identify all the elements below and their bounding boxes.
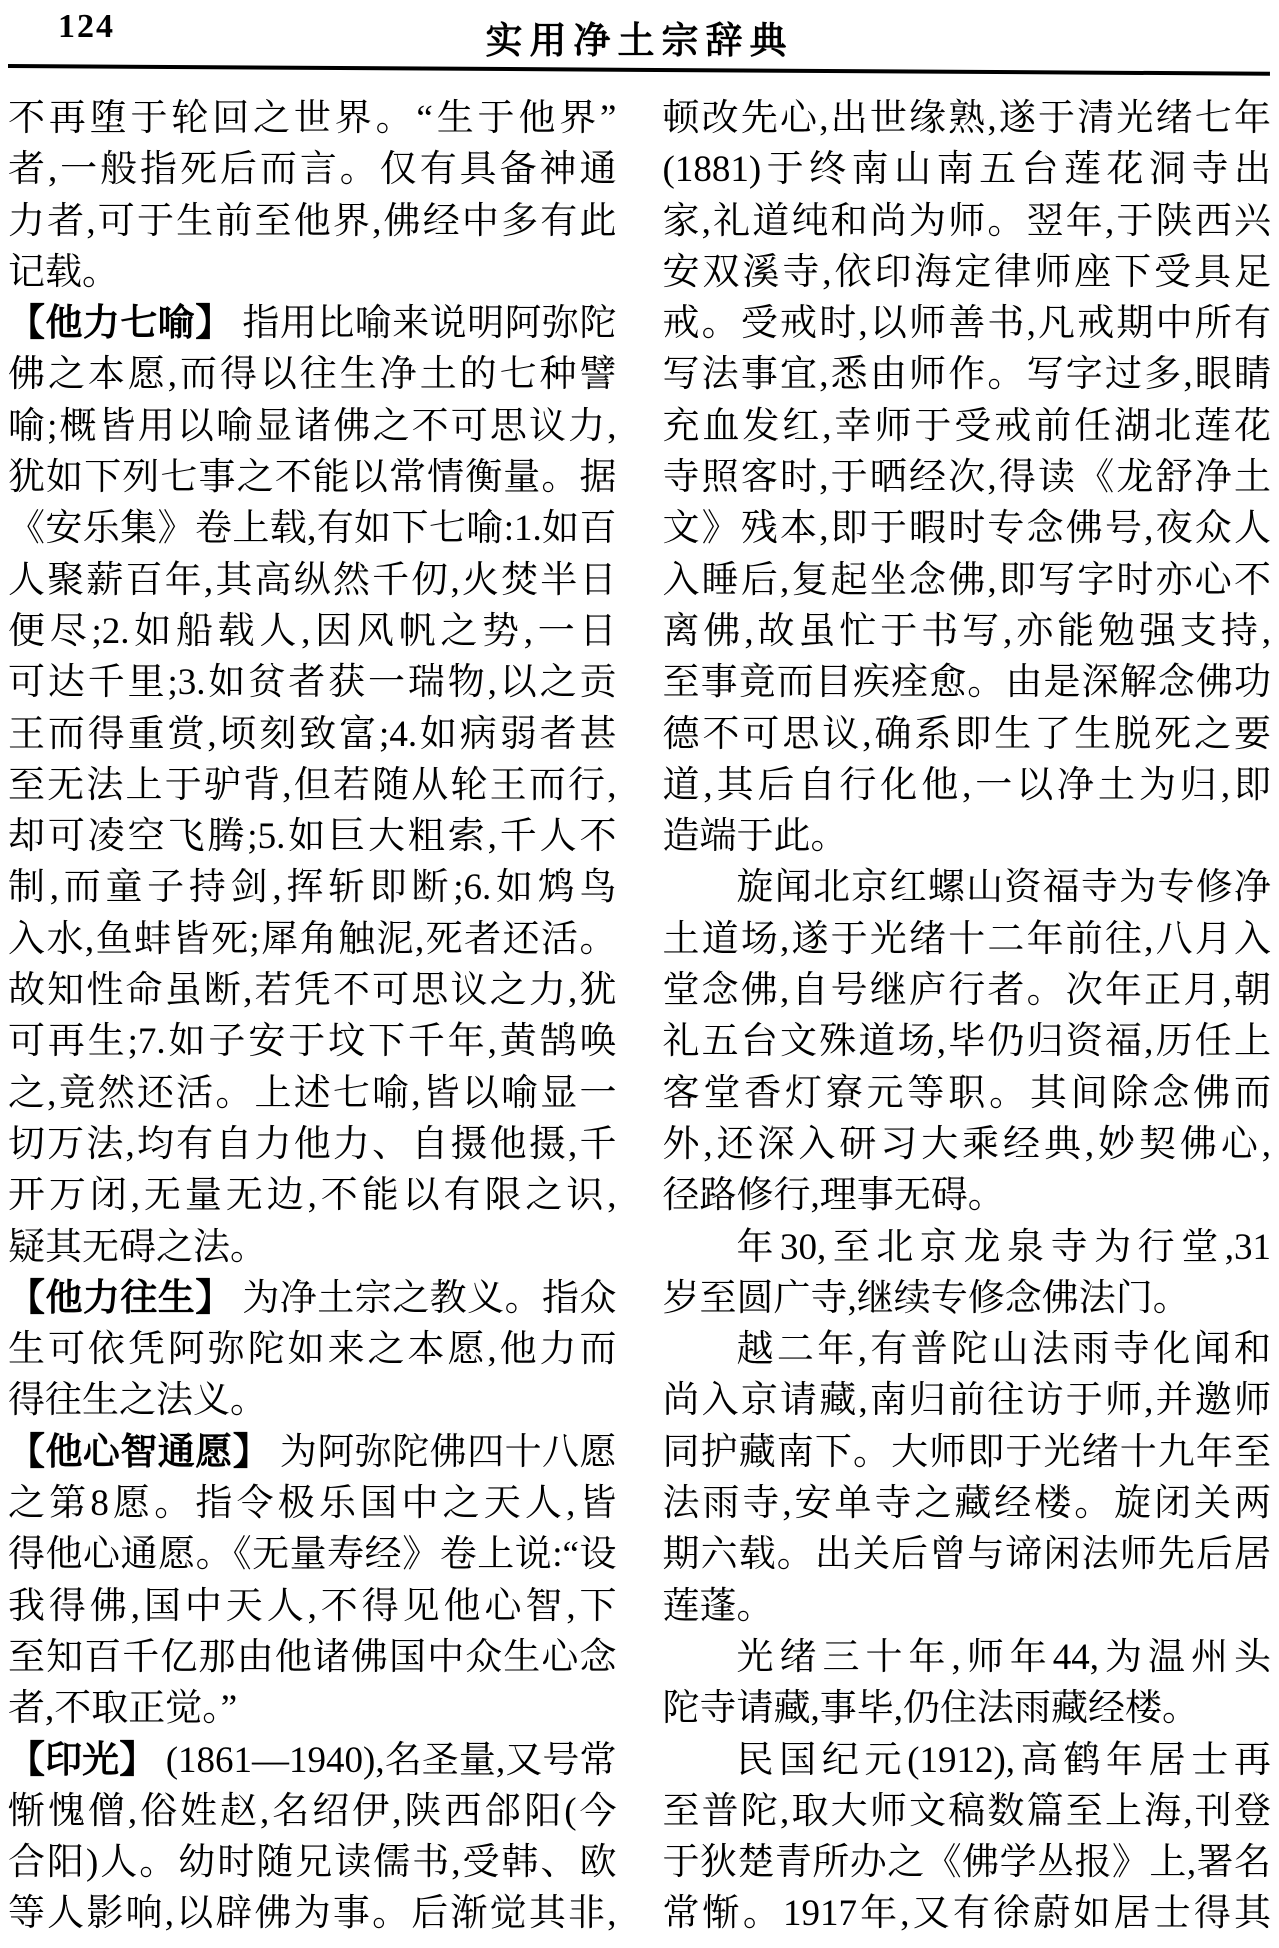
page-number: 124	[58, 8, 115, 45]
text-line: 之第8愿。指令极乐国中之天人,皆	[8, 1483, 617, 1525]
text-line: 至事竟而目疾痊愈。由是深解念佛功	[662, 662, 1271, 704]
text-line: 【印光】 (1861—1940),名圣量,又号常	[8, 1739, 617, 1781]
dictionary-content	[8, 93, 1271, 1940]
right-column	[663, 93, 1272, 1940]
text-line: 寺照客时,于晒经次,得读《龙舒净土	[662, 457, 1271, 499]
text-line: 我得佛,国中天人,不得见他心智,下	[8, 1585, 617, 1627]
text-line: 家,礼道纯和尚为师。翌年,于陕西兴	[662, 200, 1271, 242]
text-line: 写法事宜,悉由师作。写字过多,眼睛	[662, 354, 1271, 396]
text-line: 于狄楚青所办之《佛学丛报》上,署名	[662, 1842, 1271, 1884]
text-line: 陀寺请藏,事毕,仍住法雨藏经楼。	[662, 1688, 1199, 1730]
text-line: 【他力七喻】 指用比喻来说明阿弥陀	[8, 303, 617, 345]
text-line: 土道场,遂于光绪十二年前往,八月入	[662, 918, 1271, 960]
text-line: 至无法上于驴背,但若随从轮王而行,	[8, 764, 617, 806]
text-line: 切万法,均有自力他力、自摄他摄,千	[8, 1123, 617, 1165]
text-line: 之,竟然还活。上述七喻,皆以喻显一	[8, 1072, 617, 1114]
text-line: 制,而童子持剑,挥斩即断;6.如鸩鸟	[8, 867, 617, 909]
text-line: 力者,可于生前至他界,佛经中多有此	[8, 200, 617, 242]
text-line: 客堂香灯寮元等职。其间除念佛而	[662, 1072, 1271, 1114]
text-line: 故知性命虽断,若凭不可思议之力,犹	[8, 970, 617, 1012]
text-line: 得他心通愿。《无量寿经》卷上说:“设	[8, 1534, 617, 1576]
text-line: 喻;概皆用以喻显诸佛之不可思议力,	[8, 405, 617, 447]
text-line: 【他力往生】 为净土宗之教义。指众	[8, 1277, 617, 1319]
text-line: 同护藏南下。大师即于光绪十九年至	[662, 1431, 1271, 1473]
text-line: 不再堕于轮回之世界。“生于他界”	[8, 98, 617, 139]
text-line: 常惭。1917年,又有徐蔚如居士得其	[662, 1893, 1271, 1935]
text-line: 犹如下列七事之不能以常情衡量。据	[8, 457, 617, 499]
text-line: 德不可思议,确系即生了生脱死之要	[662, 713, 1271, 755]
text-line: 入水,鱼蚌皆死;犀角触泥,死者还活。	[8, 918, 617, 960]
header-rule	[8, 64, 1270, 76]
text-line: 便尽;2.如船载人,因风帆之势,一日	[8, 610, 617, 652]
text-line: 道,其后自行化他,一以净土为归,即	[662, 764, 1271, 806]
text-line: 莲蓬。	[662, 1585, 774, 1627]
text-line: 至知百千亿那由他诸佛国中众生心念	[8, 1636, 617, 1678]
text-line: 径路修行,理事无碍。	[662, 1175, 1005, 1217]
entry-headword: 【他心智通愿】	[8, 1431, 271, 1473]
entry-headword: 【印光】	[8, 1739, 157, 1781]
text-line: 等人影响,以辟佛为事。后渐觉其非,	[8, 1893, 617, 1935]
text-line: 可再生;7.如子安于坟下千年,黄鹄唤	[8, 1021, 617, 1063]
page-title: 实用净土宗辞典	[485, 21, 794, 62]
text-line: 法雨寺,安单寺之藏经楼。旋闭关两	[662, 1483, 1271, 1525]
text-line: 离佛,故虽忙于书写,亦能勉强支持,	[662, 610, 1271, 652]
text-line: 造端于此。	[662, 816, 848, 858]
text-line: 合阳)人。幼时随兄读儒书,受韩、欧	[8, 1842, 617, 1884]
text-line: 人聚薪百年,其高纵然千仞,火焚半日	[8, 559, 617, 601]
text-line: (1881)于终南山南五台莲花洞寺出	[662, 149, 1271, 191]
text-line: 【他心智通愿】 为阿弥陀佛四十八愿	[8, 1431, 617, 1473]
text-line: 光绪三十年,师年44,为温州头	[736, 1636, 1271, 1678]
text-line: 堂念佛,自号继庐行者。次年正月,朝	[662, 970, 1271, 1012]
text-line: 佛之本愿,而得以往生净土的七种譬	[8, 354, 617, 396]
text-line: 越二年,有普陀山法雨寺化闻和	[736, 1329, 1271, 1371]
text-line: 入睡后,复起坐念佛,即写字时亦心不	[662, 559, 1271, 601]
text-line: 礼五台文殊道场,毕仍归资福,历任上	[662, 1021, 1271, 1063]
text-line: 充血发红,幸师于受戒前任湖北莲花	[662, 405, 1271, 447]
text-line: 记载。	[8, 251, 119, 293]
text-line: 尚入京请藏,南归前往访于师,并邀师	[662, 1380, 1271, 1422]
text-line: 生可依凭阿弥陀如来之本愿,他力而	[8, 1329, 617, 1371]
text-line: 却可凌空飞腾;5.如巨大粗索,千人不	[8, 816, 617, 858]
text-line: 至普陀,取大师文稿数篇至上海,刊登	[662, 1790, 1271, 1832]
text-line: 顿改先心,出世缘熟,遂于清光绪七年	[662, 98, 1271, 139]
entry-headword: 【他力七喻】	[8, 303, 233, 345]
text-line: 岁至圆广寺,继续专修念佛法门。	[662, 1277, 1190, 1319]
text-line: 王而得重赏,顷刻致富;4.如病弱者甚	[8, 713, 617, 755]
text-line: 年30,至北京龙泉寺为行堂,31	[736, 1226, 1271, 1268]
entry-headword: 【他力往生】	[8, 1277, 233, 1319]
text-line: 者,一般指死后而言。仅有具备神通	[8, 149, 617, 191]
text-line: 安双溪寺,依印海定律师座下受具足	[662, 251, 1271, 293]
text-line: 外,还深入研习大乘经典,妙契佛心,	[662, 1123, 1271, 1165]
text-line: 得往生之法义。	[8, 1380, 267, 1422]
text-line: 《安乐集》卷上载,有如下七喻:1.如百	[8, 508, 617, 550]
text-line: 戒。受戒时,以师善书,凡戒期中所有	[662, 303, 1271, 345]
text-line: 民国纪元(1912),高鹤年居士再	[736, 1739, 1271, 1781]
text-line: 疑其无碍之法。	[8, 1226, 267, 1268]
text-line: 惭愧僧,俗姓赵,名绍伊,陕西郃阳(今	[8, 1790, 617, 1832]
text-line: 旋闻北京红螺山资福寺为专修净	[736, 867, 1271, 909]
left-column	[8, 93, 617, 1940]
text-line: 开万闭,无量无边,不能以有限之识,	[8, 1175, 617, 1217]
text-line: 期六载。出关后曾与谛闲法师先后居	[662, 1534, 1271, 1576]
text-line: 可达千里;3.如贫者获一瑞物,以之贡	[8, 662, 617, 704]
text-line: 者,不取正觉。”	[8, 1688, 238, 1730]
text-line: 文》残本,即于暇时专念佛号,夜众人	[662, 508, 1271, 550]
